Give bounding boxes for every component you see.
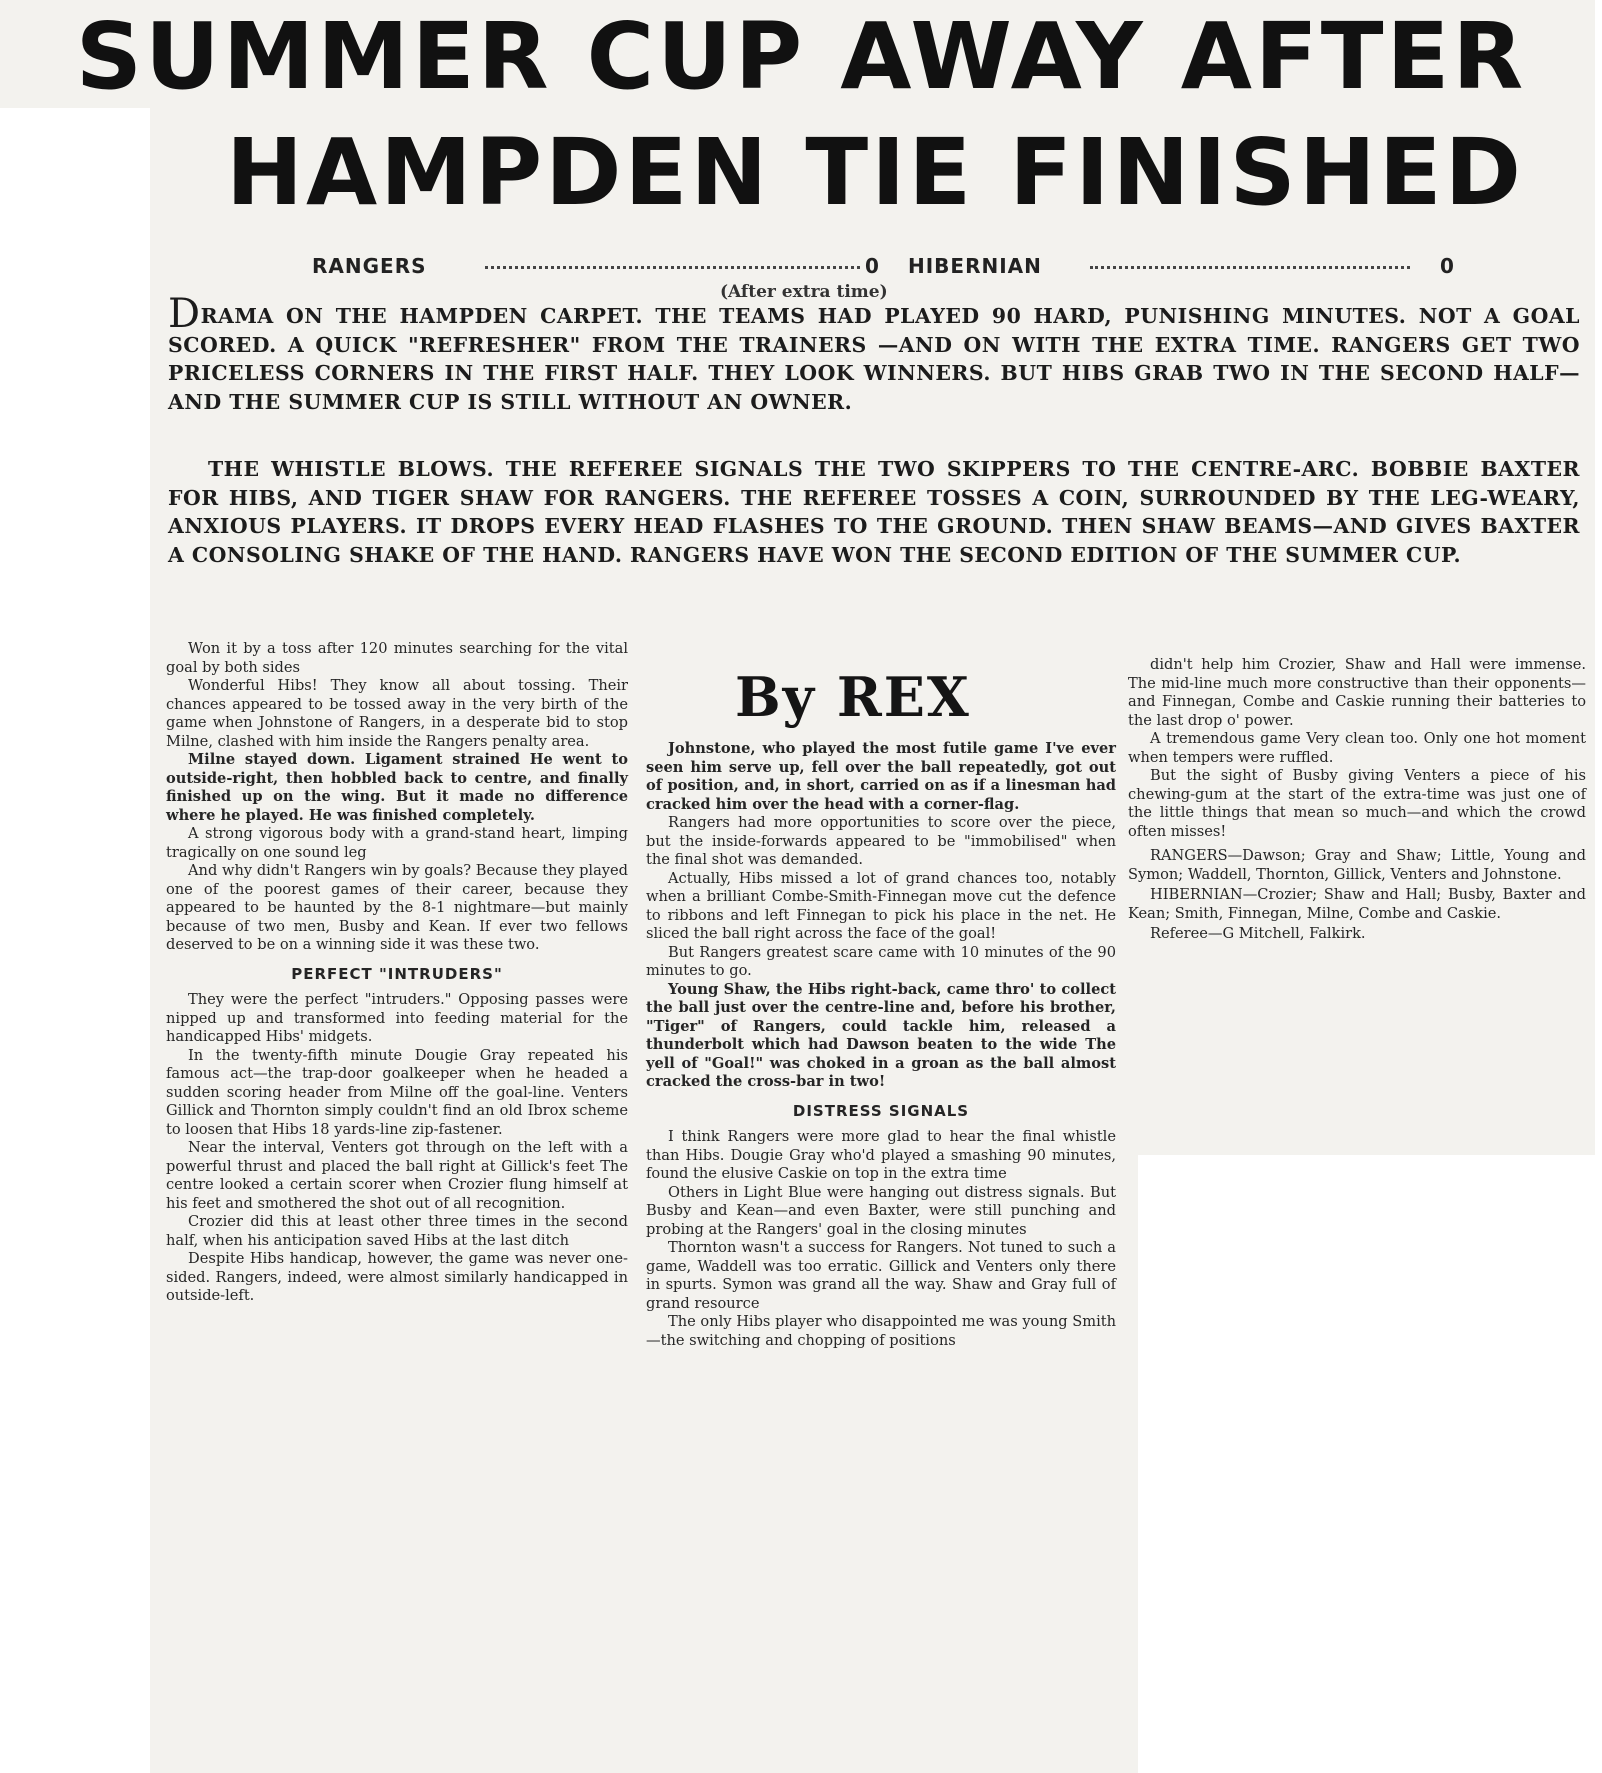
subheading-distress-signals: DISTRESS SIGNALS <box>792 1101 970 1120</box>
leader-dots <box>1090 266 1410 269</box>
column-paragraph: But the sight of Busby giving Venters a piece of his chewing-gum at the start of the extra-time was just one of the little things that mean so much—and which the crowd often misses! <box>1128 767 1586 840</box>
intro-text-1: RAMA ON THE HAMPDEN CARPET. THE TEAMS HAD PLAYED 90 HARD, PUNISHING MINUTES. NOT A GOAL SCORED. A QUICK "REFRESHER" FROM THE TRAINERS —AND ON WITH THE EXTRA TIME. RANGERS GET TWO PRICELESS CORNERS IN THE FIRST HALF. THEY LOOK WINNERS. BUT HIBS GRAB TWO IN THE SECOND HALF—AND THE SUMMER CUP IS STILL WITHOUT AN OWNER. <box>168 304 1580 414</box>
leader-dots <box>485 266 860 269</box>
column-paragraph: Others in Light Blue were hanging out distress signals. But Busby and Kean—and even Baxter, were still punching and probing at the Rangers' goal in the closing minutes <box>646 1183 1116 1238</box>
column-paragraph: They were the perfect "intruders." Opposing passes were nipped up and transformed into feeding material for the handicapped Hibs' midgets. <box>166 991 628 1045</box>
home-score: 0 <box>865 254 880 278</box>
column-paragraph: And why didn't Rangers win by goals? Because they played one of the poorest games of their career, because they appeared to be haunted by the 8-1 nightmare—but mainly because of two men, Busby and Kean. If ever two fellows deserved to be on a winning side it was these two. <box>166 862 628 953</box>
rangers-lineup: RANGERS—Dawson; Gray and Shaw; Little, Young and Symon; Waddell, Thornton, Gillick, Venters and Johnstone. <box>1128 847 1586 883</box>
drop-cap: D <box>168 291 201 337</box>
match-result <box>300 254 1480 280</box>
extra-time-note: (After extra time) <box>720 282 888 302</box>
column-paragraph: In the twenty-fifth minute Dougie Gray repeated his famous act—the trap-door goalkeeper when he headed a sudden scoring header from Milne off the goal-line. Venters Gillick and Thornton simply couldn't find an old Ibrox scheme to loosen that Hibs 18 yards-line zip-fastener. <box>166 1046 628 1138</box>
away-team: HIBERNIAN <box>908 254 1042 278</box>
away-score: 0 <box>1440 254 1455 278</box>
column-paragraph: A strong vigorous body with a grand-stand heart, limping tragically on one sound leg <box>166 825 628 861</box>
column-paragraph: A tremendous game Very clean too. Only one hot moment when tempers were ruffled. <box>1128 730 1586 766</box>
column-paragraph: But Rangers greatest scare came with 10 minutes of the 90 minutes to go. <box>646 943 1116 979</box>
column-paragraph: Milne stayed down. Ligament strained He went to outside-right, then hobbled back to centre, and finally finished up on the wing. But it made no difference where he played. He was finished completely. <box>166 751 628 824</box>
intro-paragraph-2: THE WHISTLE BLOWS. THE REFEREE SIGNALS THE TWO SKIPPERS TO THE CENTRE-ARC. BOBBIE BAXTER FOR HIBS, AND TIGER SHAW FOR RANGERS. THE REFEREE TOSSES A COIN, SURROUNDED BY THE LEG-WEARY, ANXIOUS PLAYERS. IT DROPS EVERY HEAD FLASHES TO THE GROUND. THEN SHAW BEAMS—AND GIVES BAXTER A CONSOLING SHAKE OF THE HAND. RANGERS HAVE WON THE SECOND EDITION OF THE SUMMER CUP. <box>168 457 1580 567</box>
subheading-perfect-intruders: PERFECT "INTRUDERS" <box>291 964 503 983</box>
column-paragraph: Despite Hibs handicap, however, the game was never one-sided. Rangers, indeed, were almost similarly handicapped in outside-left. <box>166 1250 628 1304</box>
column-paragraph: Crozier did this at least other three times in the second half, when his anticipation saved Hibs at the last ditch <box>166 1213 628 1249</box>
column-paragraph: didn't help him Crozier, Shaw and Hall were immense. The mid-line much more constructive than their opponents—and Finnegan, Combe and Caskie running their batteries to the last drop o' power. <box>1128 656 1586 729</box>
byline: By REX <box>735 665 971 729</box>
hibernian-lineup: HIBERNIAN—Crozier; Shaw and Hall; Busby, Baxter and Kean; Smith, Finnegan, Milne, Combe and Caskie. <box>1128 886 1586 922</box>
column-paragraph: Young Shaw, the Hibs right-back, came thro' to collect the ball just over the centre-line and, before his brother, "Tiger" of Rangers, could tackle him, released a thunderbolt which had Dawson beaten to the wide The yell of "Goal!" was choked in a groan as the ball almost cracked the cross-bar in two! <box>646 980 1116 1090</box>
headline-line-2: HAMPDEN TIE FINISHED <box>225 119 1525 226</box>
column-paragraph: Near the interval, Venters got through on the left with a powerful thrust and placed the ball right at Gillick's feet The centre looked a certain scorer when Crozier flung himself at his feet and smothered the shot out of all recognition. <box>166 1139 628 1212</box>
column-paragraph: Won it by a toss after 120 minutes searching for the vital goal by both sides <box>166 640 628 676</box>
home-team: RANGERS <box>312 254 427 278</box>
column-paragraph: The only Hibs player who disappointed me was young Smith—the switching and chopping of positions <box>646 1313 1116 1349</box>
article-column-3 <box>1128 656 1586 946</box>
referee-line: Referee—G Mitchell, Falkirk. <box>1150 925 1366 942</box>
column-paragraph: Wonderful Hibs! They know all about tossing. Their chances appeared to be tossed away in the very birth of the game when Johnstone of Rangers, in a desperate bid to stop Milne, clashed with him inside the Rangers penalty area. <box>166 677 628 750</box>
headline-line-1: SUMMER CUP AWAY AFTER <box>75 3 1527 110</box>
team-lineups <box>1128 847 1586 944</box>
column-paragraph: Johnstone, who played the most futile game I've ever seen him serve up, fell over the ball repeatedly, got out of position, and, in short, carried on as if a linesman had cracked him over the head with a corner-flag. <box>646 740 1116 813</box>
column-paragraph: I think Rangers were more glad to hear the final whistle than Hibs. Dougie Gray who'd played a smashing 90 minutes, found the elusive Caskie on top in the extra time <box>646 1128 1116 1182</box>
column-paragraph: Actually, Hibs missed a lot of grand chances too, notably when a brilliant Combe-Smith-Finnegan move cut the defence to ribbons and left Finnegan to pick his place in the net. He sliced the ball right across the face of the goal! <box>646 869 1116 942</box>
column-paragraph: Thornton wasn't a success for Rangers. Not tuned to such a game, Waddell was too erratic. Gillick and Venters only there in spurts. Symon was grand all the way. Shaw and Gray full of grand resource <box>646 1239 1116 1312</box>
article-column-2 <box>646 740 1116 1350</box>
column-paragraph: Rangers had more opportunities to score over the piece, but the inside-forwards appeared to be "immobilised" when the final shot was demanded. <box>646 814 1116 868</box>
article-column-1 <box>166 640 628 1306</box>
